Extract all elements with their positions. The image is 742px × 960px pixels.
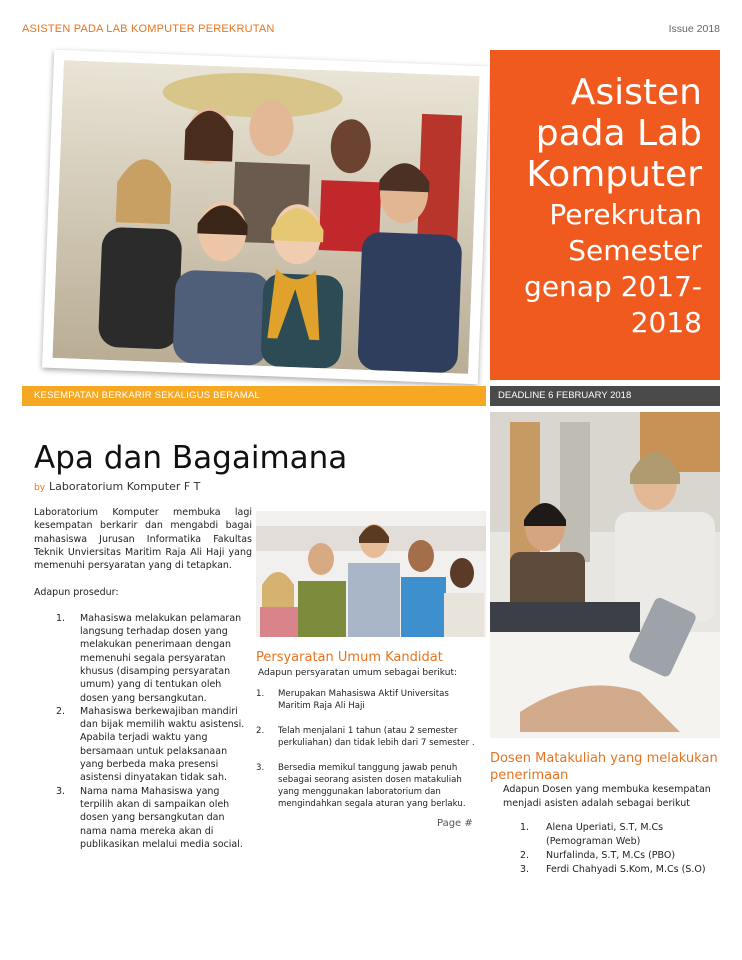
cover-subtitle-line: 2018 xyxy=(630,306,702,339)
deadline-banner: DEADLINE 6 FEBRUARY 2018 xyxy=(490,386,720,406)
requirements-body xyxy=(256,688,478,823)
list-number: 2. xyxy=(520,850,530,861)
issue-label: Issue 2018 xyxy=(668,23,720,35)
cover-subtitle-line: Semester xyxy=(568,234,702,267)
list-number: 2. xyxy=(56,705,66,717)
hero-students-photo xyxy=(42,50,490,385)
list-item xyxy=(520,849,720,863)
list-item xyxy=(34,785,252,851)
list-number: 2. xyxy=(256,726,265,736)
list-number: 1. xyxy=(520,822,530,833)
cover-subtitle xyxy=(502,197,702,341)
article-byline xyxy=(34,480,200,493)
list-item xyxy=(520,821,720,849)
list-item xyxy=(520,863,720,877)
cover-title-block xyxy=(490,50,720,380)
cover-title-line: Komputer xyxy=(526,154,702,195)
byline-prefix: by xyxy=(34,483,46,493)
requirements-title: Persyaratan Umum Kandidat xyxy=(256,650,443,665)
students-laptop-image xyxy=(490,412,720,738)
lecturers-list xyxy=(520,821,720,877)
list-item xyxy=(34,705,252,785)
students-row-image xyxy=(256,511,486,637)
lecturers-title: Dosen Matakuliah yang melakukan penerimaan xyxy=(490,751,718,783)
list-number: 3. xyxy=(520,864,530,875)
list-number: 1. xyxy=(256,689,265,699)
requirements-intro: Adapun persyaratan umum sebagai berikut: xyxy=(258,668,458,678)
header-publication-label: ASISTEN PADA LAB KOMPUTER PEREKRUTAN xyxy=(22,23,275,35)
list-text: Nama nama Mahasiswa yang terpilih akan di sampaikan oleh dosen yang bersangkutan dan nama nama mereka akan di publikasikan melalui media social. xyxy=(80,785,243,850)
list-number: 3. xyxy=(56,785,66,797)
list-item xyxy=(256,688,478,712)
cover-subtitle-line: genap 2017- xyxy=(524,270,702,303)
cover-title-line: pada Lab xyxy=(535,113,702,154)
article-title: Apa dan Bagaimana xyxy=(34,440,348,476)
article-intro: Laboratorium Komputer membuka lagi kesempatan berkarir dan mengabdi bagai mahasiswa Jurusan Informatika Fakultas Teknik Unviersitas Maritim Raja Ali Haji yang memenuhi persyaratan yang di tetapkan. xyxy=(34,507,252,572)
cover-subtitle-line: Perekrutan xyxy=(549,198,702,231)
cover-title-line: Asisten xyxy=(570,72,702,113)
list-item xyxy=(256,725,478,749)
list-text: Merupakan Mahasiswa Aktif Universitas Maritim Raja Ali Haji xyxy=(278,689,449,711)
list-number: 3. xyxy=(256,763,265,773)
students-group-image xyxy=(52,60,479,374)
tagline-banner: KESEMPATAN BERKARIR SEKALIGUS BERAMAL xyxy=(22,386,486,406)
list-number: 1. xyxy=(56,612,66,624)
lecturers-intro: Adapun Dosen yang membuka kesempatan menjadi asisten adalah sebagai berikut xyxy=(503,784,711,809)
page-number: Page # xyxy=(437,818,473,829)
lecturers-body xyxy=(520,821,720,877)
procedure-label: Adapun prosedur: xyxy=(34,587,119,599)
list-item xyxy=(256,762,478,810)
list-text: Telah menjalani 1 tahun (atau 2 semester perkuliahan) dan tidak lebih dari 7 semester . xyxy=(278,726,475,748)
cover-title xyxy=(502,72,702,195)
requirements-list xyxy=(256,688,478,810)
list-text: Mahasiswa melakukan pelamaran langsung terhadap dosen yang melakukan penerimaan dengan memenuhi segala persyaratan khusus (disamping persyaratan umum) yang di tentukan oleh dosen yang bersangkutan. xyxy=(80,612,242,704)
article-body xyxy=(34,506,252,851)
list-text: Ferdi Chahyadi S.Kom, M.Cs (S.O) xyxy=(546,864,706,875)
list-text: Mahasiswa berkewajiban mandiri dan bijak memilih waktu asistensi. Apabila terjadi waktu yang bersamaan untuk pelaksanaan yang berbeda maka presensi asistensi dinyatakan tidak sah. xyxy=(80,705,245,784)
list-text: Bersedia memikul tanggung jawab penuh sebagai seorang asisten dosen matakuliah yang menggunakan laboratorium dan mengindahkan segala aturan yang berlaku. xyxy=(278,763,466,809)
list-text: Nurfalinda, S.T, M.Cs (PBO) xyxy=(546,850,676,861)
list-item xyxy=(34,612,252,705)
procedure-list xyxy=(34,612,252,851)
byline-author: Laboratorium Komputer F T xyxy=(49,480,201,493)
list-text: Alena Uperiati, S.T, M.Cs (Pemograman Web) xyxy=(546,822,664,847)
